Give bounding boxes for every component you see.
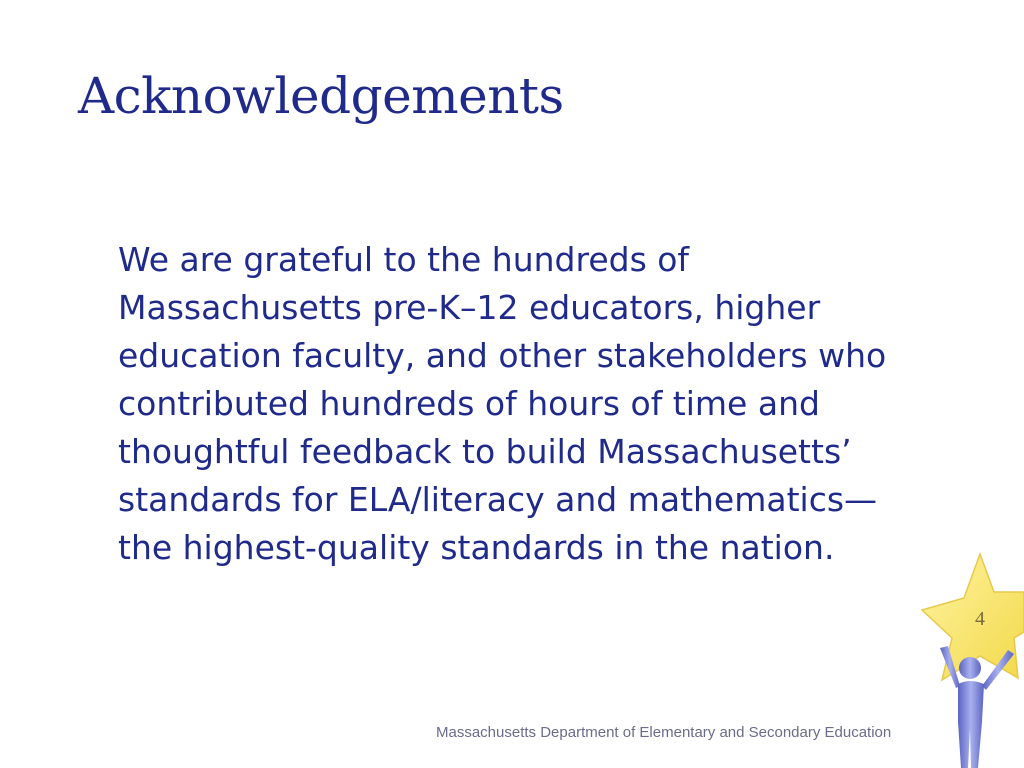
body-line: We are grateful to the hundreds of [118,240,690,279]
body-line: the highest-quality standards in the nation. [118,528,835,567]
star-figure-icon [918,552,1024,768]
body-line: thoughtful feedback to build Massachusetts’ [118,432,852,471]
body-line: Massachusetts pre-K–12 educators, higher [118,288,821,327]
slide-body-text [118,236,948,572]
page-number: 4 [975,608,985,630]
body-line: contributed hundreds of hours of time and [118,384,820,423]
body-line: standards for ELA/literacy and mathematics— [118,480,878,519]
slide-title: Acknowledgements [78,67,564,125]
footer-text: Massachusetts Department of Elementary and Secondary Education [436,724,892,741]
body-line: education faculty, and other stakeholders who [118,336,887,375]
